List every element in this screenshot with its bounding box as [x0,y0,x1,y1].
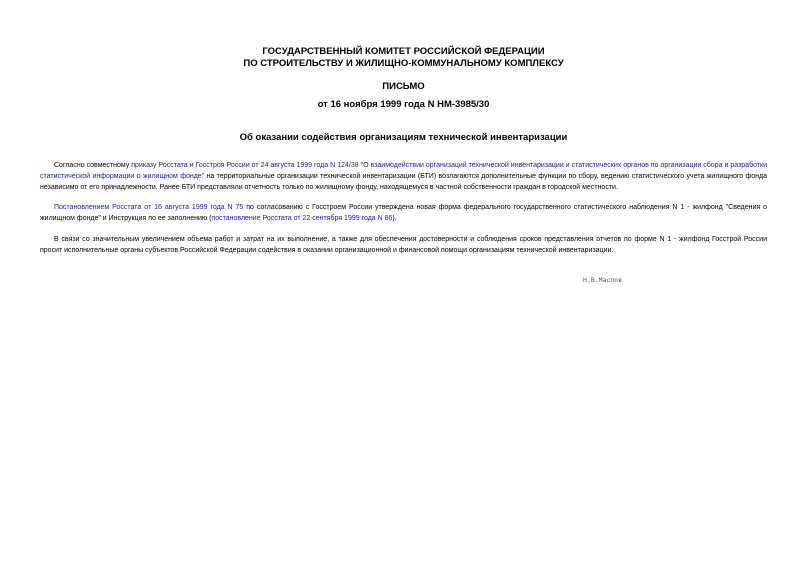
issuer-header [40,46,767,69]
paragraph-2-end: ). [392,215,397,222]
paragraph-3: В связи со значительным увеличением объема работ и затрат на их выполнение, а также для обеспечения достоверности и соблюдения сроков представления отчетов по форме N 1 - жилфонд Госстрой России просит исполнительные органы субъектов Российской Федерации содействия в оказании организационной и финансовой помощи организациям технической инвентаризации. [40,236,767,254]
resolution-75-link[interactable]: Постановлением Росстата от 16 августа 1999 года N 75 [54,204,244,211]
resolution-86-link[interactable]: постановление Росстата от 22 сентября 1999 года N 86 [211,215,393,222]
document-title: Об оказании содействия организациям технической инвентаризации [239,132,568,143]
document-date-number: от 16 ноября 1999 года N НМ-3985/30 [317,99,490,110]
issuer-line-1: ГОСУДАРСТВЕННЫЙ КОМИТЕТ РОССИЙСКОЙ ФЕДЕРАЦИИ [262,46,545,57]
order-link[interactable]: приказу Росстата и Госстроя России от 24 августа 1999 года N 124/38 "О взаимодействии организаций технической инвентаризации и статистических органов по организации сбора и разработки статистической информации о жилищном фонде" [40,162,768,180]
document-type: ПИСЬМО [382,81,425,92]
paragraph-2 [40,202,767,224]
signature: Н.В.Маслов [583,276,623,284]
paragraph-1-body: на территориальные организации технической инвентаризации (БТИ) возлагаются дополнительные функции по сбору, ведению статистического учета жилищного фонда независимо от его принадлежности. Ранее БТИ представляли отчетность только по жилищному фонду, находящемуся в частной собственности граждан в городской местности. [40,173,767,191]
issuer-line-2: ПО СТРОИТЕЛЬСТВУ И ЖИЛИЩНО-КОММУНАЛЬНОМУ КОМПЛЕКСУ [243,57,564,69]
paragraph-1 [40,160,767,193]
paragraph-1-intro: Согласно совместному [54,162,132,169]
paragraph-2-body: по согласованию с Госстроем России утверждена новая форма федерального государственного статистического наблюдения N 1 - жилфонд "Сведения о жилищном фонде" и Инструкция по ее заполнению ( [40,204,767,222]
